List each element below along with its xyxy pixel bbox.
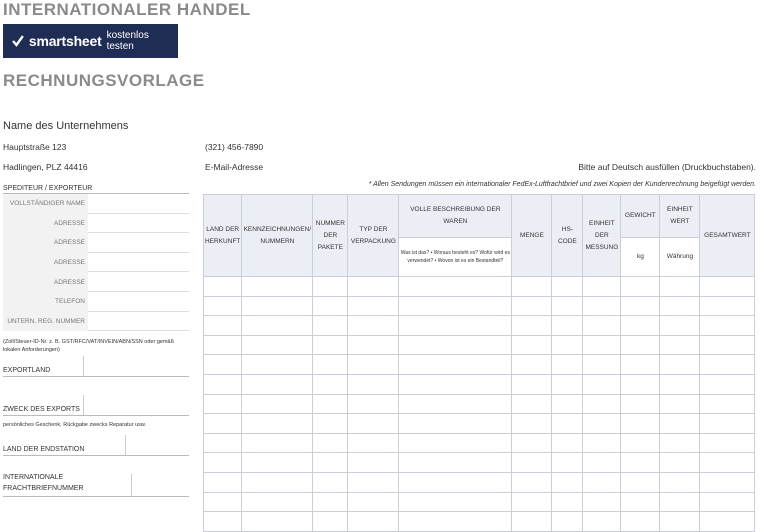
table-row	[204, 277, 755, 297]
banner-brand: smartsheet	[28, 33, 102, 49]
table-cell[interactable]	[583, 335, 621, 355]
col-packaging: TYP DER VERPACKUNG	[348, 195, 399, 277]
notice: * Allen Sendungen müssen ein internationaler FedEx-Luftfrachtbrief und zwei Kopien der Kundenrechnung beigefügt werden.	[368, 181, 756, 188]
shipper-value[interactable]	[88, 253, 189, 273]
shipper-value[interactable]	[88, 194, 189, 214]
company-email: E-Mail-Adresse	[205, 162, 264, 172]
col-origin: LAND DER HERKUNFT	[204, 195, 242, 277]
table-cell[interactable]	[583, 472, 621, 492]
table-cell[interactable]	[348, 492, 399, 512]
table-row	[204, 355, 755, 375]
table-cell[interactable]	[552, 335, 583, 355]
tax-note: (Zoll/Steuer-ID-Nr. z. B. GST/RFC/VAT/INVEIN/ABN/SSN oder gemäß lokalen Anforderungen)	[3, 339, 174, 353]
table-row	[204, 414, 755, 434]
table-cell[interactable]	[660, 316, 700, 336]
table-cell[interactable]	[348, 277, 399, 297]
shipper-label: UNTERN. REG. NUMMER	[3, 312, 88, 332]
table-cell[interactable]	[313, 433, 348, 453]
shipper-row[interactable]	[3, 233, 189, 253]
table-cell[interactable]	[242, 355, 313, 375]
table-cell[interactable]	[313, 316, 348, 336]
goods-table	[203, 194, 755, 532]
shipper-row[interactable]	[3, 253, 189, 273]
table-cell[interactable]	[583, 414, 621, 434]
col-description-hint: Was ist das? • Woraus besteht es? Wofür wird es verwendet? • Wovon ist es ein Bestandteil?	[399, 238, 512, 277]
table-cell[interactable]	[313, 374, 348, 394]
shipper-row[interactable]	[3, 292, 189, 312]
table-cell[interactable]	[621, 316, 660, 336]
table-cell[interactable]	[204, 296, 242, 316]
table-row	[204, 453, 755, 473]
table-cell[interactable]	[552, 433, 583, 453]
table-cell[interactable]	[583, 492, 621, 512]
table-cell[interactable]	[348, 433, 399, 453]
goods-table-body	[204, 277, 755, 532]
table-cell[interactable]	[348, 512, 399, 532]
table-cell[interactable]	[348, 355, 399, 375]
table-cell[interactable]	[399, 394, 512, 414]
shipper-section-title: SPEDITEUR / EXPORTEUR	[3, 185, 93, 192]
table-cell[interactable]	[348, 414, 399, 434]
table-cell[interactable]	[348, 316, 399, 336]
page-title: INTERNATIONALER HANDEL	[3, 0, 251, 19]
shipper-row[interactable]	[3, 214, 189, 234]
table-cell[interactable]	[313, 296, 348, 316]
shipper-label: TELEFON	[3, 292, 88, 312]
banner-cta: kostenlos testen	[106, 30, 149, 52]
table-cell[interactable]	[512, 374, 552, 394]
table-cell[interactable]	[242, 472, 313, 492]
table-row	[204, 335, 755, 355]
export-purpose-field[interactable]	[3, 395, 189, 416]
company-phone: (321) 456-7890	[205, 142, 264, 152]
table-cell[interactable]	[552, 453, 583, 473]
shipper-label: ADRESSE	[3, 233, 88, 253]
table-cell[interactable]	[512, 472, 552, 492]
table-cell[interactable]	[660, 394, 700, 414]
table-cell[interactable]	[552, 316, 583, 336]
col-marks: KENNZEICHNUNGEN/ NUMMERN	[242, 195, 313, 277]
table-cell[interactable]	[700, 374, 755, 394]
table-cell[interactable]	[399, 414, 512, 434]
table-cell[interactable]	[399, 433, 512, 453]
table-cell[interactable]	[700, 394, 755, 414]
export-purpose-label: ZWECK DES EXPORTS	[3, 406, 80, 413]
table-row	[204, 433, 755, 453]
table-row	[204, 374, 755, 394]
table-cell[interactable]	[583, 394, 621, 414]
col-unit: EINHEIT DER MESSUNG	[583, 195, 621, 277]
table-cell[interactable]	[399, 316, 512, 336]
page-subtitle: RECHNUNGSVORLAGE	[3, 71, 205, 90]
shipper-label: ADRESSE	[3, 253, 88, 273]
table-cell[interactable]	[399, 277, 512, 297]
smartsheet-banner[interactable]	[3, 24, 178, 58]
shipper-value[interactable]	[88, 292, 189, 312]
table-cell[interactable]	[512, 394, 552, 414]
table-cell[interactable]	[700, 296, 755, 316]
table-row	[204, 492, 755, 512]
col-weight-unit: kg	[621, 238, 660, 277]
table-cell[interactable]	[204, 472, 242, 492]
col-packages: NUMMER DER PAKETE	[313, 195, 348, 277]
table-cell[interactable]	[313, 355, 348, 375]
col-unit-value: EINHEIT WERT	[660, 195, 700, 238]
table-cell[interactable]	[204, 277, 242, 297]
table-cell[interactable]	[660, 492, 700, 512]
table-row	[204, 512, 755, 532]
table-cell[interactable]	[512, 453, 552, 473]
table-cell[interactable]	[512, 296, 552, 316]
table-cell[interactable]	[399, 296, 512, 316]
table-cell[interactable]	[399, 355, 512, 375]
table-cell[interactable]	[512, 414, 552, 434]
table-cell[interactable]	[242, 453, 313, 473]
table-cell[interactable]	[348, 296, 399, 316]
table-cell[interactable]	[512, 492, 552, 512]
table-row	[204, 316, 755, 336]
table-cell[interactable]	[313, 512, 348, 532]
table-cell[interactable]	[700, 512, 755, 532]
shipper-label: ADRESSE	[3, 272, 88, 292]
table-cell[interactable]	[399, 472, 512, 492]
table-cell[interactable]	[660, 433, 700, 453]
table-cell[interactable]	[583, 355, 621, 375]
table-cell[interactable]	[313, 492, 348, 512]
waybill-field[interactable]	[3, 474, 189, 497]
table-cell[interactable]	[399, 492, 512, 512]
table-cell[interactable]	[621, 374, 660, 394]
table-cell[interactable]	[621, 433, 660, 453]
col-quantity: MENGE	[512, 195, 552, 277]
table-cell[interactable]	[512, 512, 552, 532]
table-cell[interactable]	[242, 316, 313, 336]
table-cell[interactable]	[204, 492, 242, 512]
table-cell[interactable]	[242, 277, 313, 297]
table-cell[interactable]	[700, 453, 755, 473]
table-row	[204, 394, 755, 414]
table-cell[interactable]	[621, 355, 660, 375]
table-cell[interactable]	[700, 335, 755, 355]
shipper-block	[3, 194, 189, 331]
shipper-label: ADRESSE	[3, 214, 88, 234]
company-street: Hauptstraße 123	[3, 142, 67, 152]
table-cell[interactable]	[700, 472, 755, 492]
destination-field[interactable]	[3, 435, 189, 456]
table-cell[interactable]	[242, 512, 313, 532]
table-cell[interactable]	[621, 492, 660, 512]
table-cell[interactable]	[583, 374, 621, 394]
table-cell[interactable]	[660, 277, 700, 297]
table-cell[interactable]	[583, 453, 621, 473]
table-cell[interactable]	[552, 277, 583, 297]
table-cell[interactable]	[621, 453, 660, 473]
table-cell[interactable]	[621, 335, 660, 355]
table-cell[interactable]	[583, 296, 621, 316]
table-cell[interactable]	[242, 414, 313, 434]
table-cell[interactable]	[583, 512, 621, 532]
table-cell[interactable]	[348, 394, 399, 414]
field-divider	[125, 435, 126, 455]
table-cell[interactable]	[313, 472, 348, 492]
table-cell[interactable]	[621, 472, 660, 492]
table-cell[interactable]	[552, 374, 583, 394]
table-cell[interactable]	[660, 414, 700, 434]
table-cell[interactable]	[700, 355, 755, 375]
table-cell[interactable]	[552, 492, 583, 512]
table-cell[interactable]	[583, 433, 621, 453]
table-cell[interactable]	[242, 335, 313, 355]
table-cell[interactable]	[512, 316, 552, 336]
shipper-value[interactable]	[88, 233, 189, 253]
field-divider	[83, 395, 84, 415]
table-cell[interactable]	[660, 374, 700, 394]
table-cell[interactable]	[700, 277, 755, 297]
table-cell[interactable]	[552, 355, 583, 375]
table-cell[interactable]	[313, 277, 348, 297]
table-cell[interactable]	[552, 472, 583, 492]
table-cell[interactable]	[621, 277, 660, 297]
shipper-value[interactable]	[88, 272, 189, 292]
table-cell[interactable]	[313, 335, 348, 355]
col-total: GESAMTWERT	[700, 195, 755, 277]
waybill-label: INTERNATIONALE FRACHTBRIEFNUMMER	[3, 474, 84, 492]
table-cell[interactable]	[348, 453, 399, 473]
table-cell[interactable]	[660, 472, 700, 492]
checkmark-logo-icon	[12, 35, 24, 47]
table-cell[interactable]	[348, 374, 399, 394]
company-name: Name des Unternehmens	[3, 120, 129, 132]
table-cell[interactable]	[348, 335, 399, 355]
table-cell[interactable]	[660, 296, 700, 316]
table-cell[interactable]	[660, 355, 700, 375]
table-cell[interactable]	[700, 414, 755, 434]
table-cell[interactable]	[399, 512, 512, 532]
table-cell[interactable]	[204, 374, 242, 394]
fill-hint: Bitte auf Deutsch ausfüllen (Druckbuchstaben).	[578, 162, 756, 172]
table-cell[interactable]	[242, 492, 313, 512]
table-row	[204, 296, 755, 316]
export-country-label: EXPORTLAND	[3, 367, 51, 374]
table-cell[interactable]	[621, 394, 660, 414]
table-cell[interactable]	[204, 453, 242, 473]
table-cell[interactable]	[242, 374, 313, 394]
table-cell[interactable]	[512, 277, 552, 297]
table-cell[interactable]	[399, 374, 512, 394]
table-cell[interactable]	[552, 512, 583, 532]
purpose-hint: persönliches Geschenk, Rückgabe zwecks Reparatur usw.	[3, 422, 147, 428]
table-cell[interactable]	[621, 414, 660, 434]
table-row	[204, 472, 755, 492]
table-cell[interactable]	[700, 433, 755, 453]
table-cell[interactable]	[313, 414, 348, 434]
table-cell[interactable]	[348, 472, 399, 492]
table-cell[interactable]	[399, 453, 512, 473]
shipper-value[interactable]	[88, 214, 189, 234]
field-divider	[83, 356, 84, 376]
export-country-field[interactable]	[3, 356, 189, 377]
table-cell[interactable]	[660, 335, 700, 355]
table-cell[interactable]	[313, 453, 348, 473]
table-cell[interactable]	[552, 296, 583, 316]
destination-label: LAND DER ENDSTATION	[3, 446, 85, 453]
table-cell[interactable]	[583, 277, 621, 297]
table-cell[interactable]	[242, 394, 313, 414]
col-currency: Währung	[660, 238, 700, 277]
table-cell[interactable]	[512, 335, 552, 355]
table-cell[interactable]	[700, 492, 755, 512]
table-cell[interactable]	[660, 512, 700, 532]
company-city: Hadlingen, PLZ 44416	[3, 162, 88, 172]
shipper-value[interactable]	[88, 312, 189, 332]
col-description: VOLLE BESCHREIBUNG DER WAREN	[399, 195, 512, 238]
table-cell[interactable]	[552, 414, 583, 434]
field-divider	[131, 474, 132, 496]
shipper-row[interactable]	[3, 312, 189, 332]
shipper-row[interactable]	[3, 272, 189, 292]
table-cell[interactable]	[399, 335, 512, 355]
table-cell[interactable]	[204, 394, 242, 414]
table-cell[interactable]	[621, 296, 660, 316]
table-cell[interactable]	[242, 296, 313, 316]
table-cell[interactable]	[204, 355, 242, 375]
table-cell[interactable]	[204, 335, 242, 355]
shipper-label: VOLLSTÄNDIGER NAME	[3, 194, 88, 214]
table-cell[interactable]	[204, 433, 242, 453]
col-weight: GEWICHT	[621, 195, 660, 238]
table-cell[interactable]	[204, 316, 242, 336]
table-cell[interactable]	[204, 414, 242, 434]
col-hs-code: HS-CODE	[552, 195, 583, 277]
table-cell[interactable]	[552, 394, 583, 414]
table-cell[interactable]	[204, 512, 242, 532]
shipper-row[interactable]	[3, 194, 189, 214]
table-cell[interactable]	[512, 355, 552, 375]
table-cell[interactable]	[660, 453, 700, 473]
table-cell[interactable]	[621, 512, 660, 532]
table-cell[interactable]	[313, 394, 348, 414]
table-cell[interactable]	[583, 316, 621, 336]
table-cell[interactable]	[700, 316, 755, 336]
table-cell[interactable]	[512, 433, 552, 453]
table-cell[interactable]	[242, 433, 313, 453]
